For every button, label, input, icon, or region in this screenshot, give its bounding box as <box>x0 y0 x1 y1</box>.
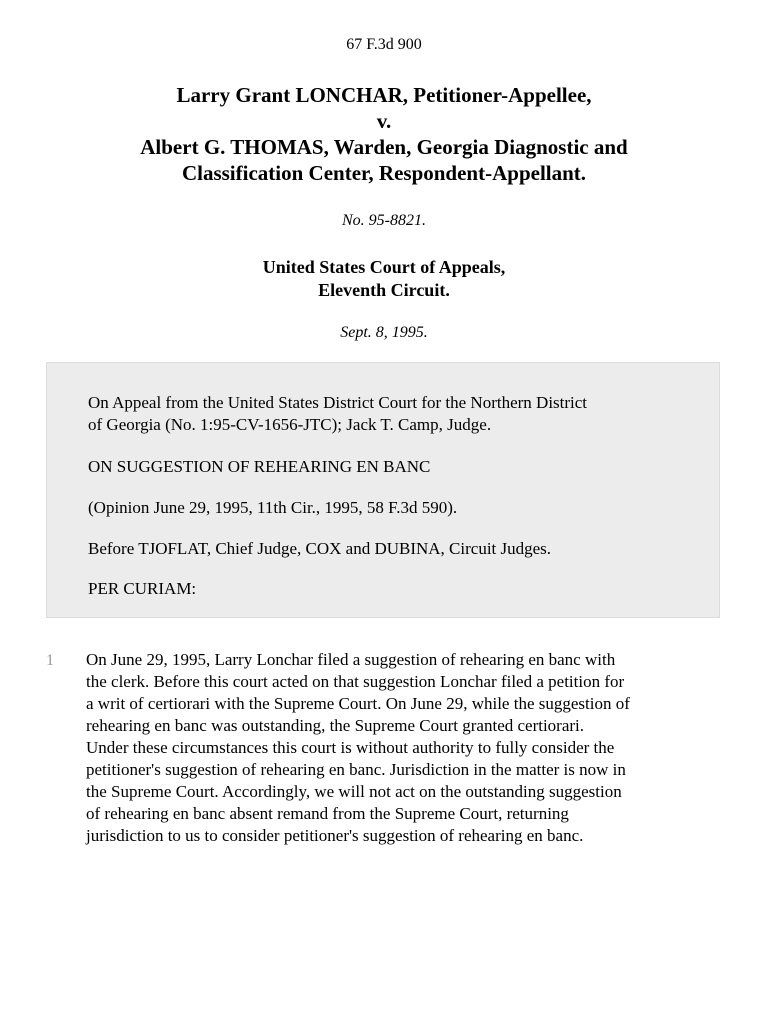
paragraph-line: On June 29, 1995, Larry Lonchar filed a suggestion of rehearing en banc with <box>86 650 616 669</box>
paragraph-line: the clerk. Before this court acted on that suggestion Lonchar filed a petition for <box>86 672 625 691</box>
paragraph-line: of rehearing en banc absent remand from the Supreme Court, returning <box>86 804 569 823</box>
per-curiam-label: PER CURIAM: <box>88 579 197 598</box>
respondent-line-2: Classification Center, Respondent-Appellant. <box>181 161 587 185</box>
appeal-info <box>88 392 688 436</box>
case-parties <box>40 82 728 186</box>
opinion-paragraph <box>86 649 726 847</box>
decision-date: Sept. 8, 1995. <box>340 324 428 341</box>
appeal-info-line-1: On Appeal from the United States District Court for the Northern District <box>88 393 588 412</box>
judge-panel: Before TJOFLAT, Chief Judge, COX and DUBINA, Circuit Judges. <box>88 539 552 558</box>
preliminary-info-box <box>46 362 720 618</box>
court-name-line-2: Eleventh Circuit. <box>318 280 450 300</box>
respondent-line-1: Albert G. THOMAS, Warden, Georgia Diagnostic and <box>140 135 628 159</box>
paragraph-line: rehearing en banc was outstanding, the Supreme Court granted certiorari. <box>86 716 585 735</box>
petitioner-line: Larry Grant LONCHAR, Petitioner-Appellee, <box>176 83 592 107</box>
paragraph-line: petitioner's suggestion of rehearing en banc. Jurisdiction in the matter is now in <box>86 760 626 779</box>
prior-opinion-reference: (Opinion June 29, 1995, 11th Cir., 1995, 58 F.3d 590). <box>88 498 458 517</box>
appeal-info-line-2: of Georgia (No. 1:95-CV-1656-JTC); Jack T. Camp, Judge. <box>88 415 492 434</box>
paragraph-line: jurisdiction to us to consider petitioner's suggestion of rehearing en banc. <box>86 826 584 845</box>
paragraph-number: 1 <box>46 652 54 669</box>
paragraph-line: the Supreme Court. Accordingly, we will not act on the outstanding suggestion <box>86 782 622 801</box>
paragraph-line: a writ of certiorari with the Supreme Court. On June 29, while the suggestion of <box>86 694 630 713</box>
court-name-line-1: United States Court of Appeals, <box>262 257 506 277</box>
versus-line: v. <box>376 109 392 133</box>
case-citation: 67 F.3d 900 <box>346 36 422 53</box>
court-name <box>0 256 768 302</box>
paragraph-line: Under these circumstances this court is without authority to fully consider the <box>86 738 615 757</box>
rehearing-suggestion-heading: ON SUGGESTION OF REHEARING EN BANC <box>88 457 431 476</box>
docket-number: No. 95-8821. <box>342 212 426 229</box>
